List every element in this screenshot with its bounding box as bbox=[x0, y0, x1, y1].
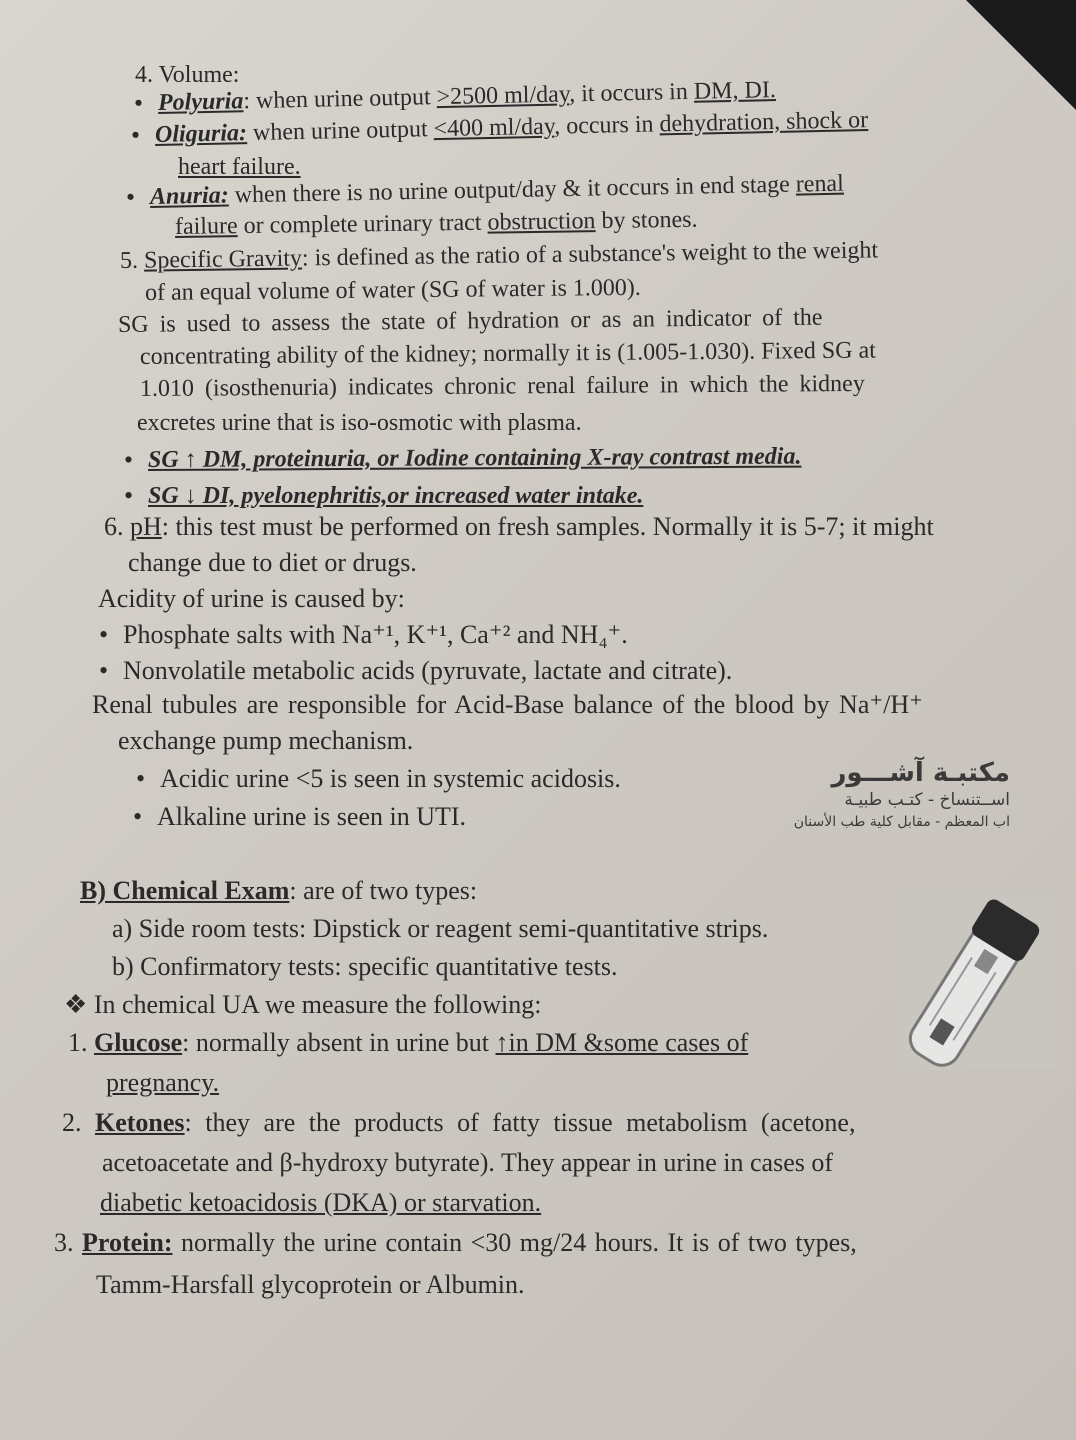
ph-heading bbox=[104, 510, 934, 544]
anuria-term: Anuria: bbox=[149, 182, 229, 210]
anuria-cont bbox=[175, 205, 698, 242]
volume-heading bbox=[135, 60, 239, 90]
chem-b: b) Confirmatory tests: specific quantitative tests. bbox=[112, 952, 618, 981]
chem-intro: : are of two types: bbox=[289, 876, 478, 905]
sg-up-text: SG ↑ DM, proteinuria, or Iodine containing X-ray contrast media. bbox=[147, 443, 802, 473]
glucose-line bbox=[68, 1026, 748, 1060]
polyuria-value: >2500 ml/day bbox=[436, 81, 570, 111]
ketones-l3-text: diabetic ketoacidosis (DKA) or starvation. bbox=[100, 1188, 542, 1217]
protein-term: Protein: bbox=[82, 1228, 173, 1257]
glucose-num: 1. bbox=[68, 1028, 94, 1057]
sg-p1: SG is used to assess the state of hydration or as an indicator of the bbox=[117, 304, 823, 338]
ph-num: 6. bbox=[104, 512, 130, 541]
ketones-l2: acetoacetate and β-hydroxy butyrate). They appear in urine in cases of bbox=[102, 1148, 834, 1177]
ph-l2: change due to diet or drugs. bbox=[128, 548, 417, 577]
protein-num: 3. bbox=[54, 1228, 82, 1257]
polyuria-cause: DM, DI. bbox=[693, 77, 777, 105]
sg-def1: : is defined as the ratio of a substance's weight to the weight bbox=[301, 237, 879, 272]
chem-a: a) Side room tests: Dipstick or reagent semi-quantitative strips. bbox=[112, 914, 769, 943]
chem-measure bbox=[64, 988, 541, 1022]
sg-p2: concentrating ability of the kidney; normally it is (1.005-1.030). Fixed SG at bbox=[139, 337, 876, 370]
stamp-line1: مكتبـة آشـــور bbox=[831, 758, 1010, 788]
polyuria-text2: , it occurs in bbox=[568, 78, 695, 108]
anuria-failure: failure bbox=[174, 213, 238, 240]
ph-term: pH bbox=[130, 512, 162, 541]
sg-heading bbox=[120, 235, 878, 276]
oliguria-cause: dehydration, shock or bbox=[659, 107, 869, 138]
glucose-term: Glucose bbox=[94, 1028, 183, 1057]
anuria-text2: or complete urinary tract bbox=[237, 209, 488, 240]
protein-l2: Tamm-Harsfall glycoprotein or Albumin. bbox=[96, 1270, 525, 1299]
ph-acidic: • Acidic urine <5 is seen in systemic acidosis. bbox=[160, 762, 621, 796]
ph-b1: • Phosphate salts with Na⁺¹, K⁺¹, Ca⁺² and NH₄⁺. bbox=[123, 618, 628, 652]
oliguria-text: when urine output bbox=[246, 116, 434, 147]
ketones-l1: : they are the products of fatty tissue metabolism (acetone, bbox=[184, 1108, 856, 1137]
ph-alkaline: • Alkaline urine is seen in UTI. bbox=[157, 800, 466, 834]
anuria-obstruction: obstruction bbox=[487, 208, 596, 236]
oliguria-text2: , occurs in bbox=[553, 111, 660, 140]
anuria-text: when there is no urine output/day & it occurs in end stage bbox=[228, 171, 797, 209]
stamp-line2: اســتنساخ - كتـب طبيـة bbox=[844, 790, 1010, 810]
sg-num: 5. bbox=[119, 247, 145, 274]
protein-line bbox=[54, 1226, 857, 1260]
anuria-renal: renal bbox=[795, 170, 844, 198]
urine-tube-image bbox=[895, 895, 1055, 1070]
stamp-line3: اب المعظم - مقابل كلية طب الأسنان bbox=[793, 814, 1010, 830]
chem-heading bbox=[80, 874, 477, 908]
sg-up-item bbox=[148, 442, 802, 475]
volume-heading-text: 4. Volume: bbox=[135, 62, 240, 88]
ph-renal2: exchange pump mechanism. bbox=[118, 726, 414, 755]
bookshop-stamp bbox=[760, 758, 1010, 832]
ketones-line bbox=[62, 1106, 855, 1140]
oliguria-term: Oliguria: bbox=[154, 120, 248, 148]
polyuria-term: Polyuria bbox=[157, 88, 244, 116]
chem-measure-text: In chemical UA we measure the following: bbox=[93, 990, 542, 1019]
sg-down-text: SG ↓ DI, pyelonephritis,or increased water intake. bbox=[148, 483, 644, 509]
ph-renal1: Renal tubules are responsible for Acid-Base balance of the blood by Na⁺/H⁺ bbox=[92, 690, 923, 719]
protein-l1: normally the urine contain <30 mg/24 hours. It is of two types, bbox=[172, 1228, 857, 1257]
sg-p4: excretes urine that is iso-osmotic with plasma. bbox=[137, 410, 582, 436]
glucose-pregnancy: pregnancy. bbox=[106, 1068, 220, 1097]
glucose-text: : normally absent in urine but bbox=[182, 1028, 496, 1057]
oliguria-cause2: heart failure. bbox=[178, 154, 301, 180]
ph-b2: • Nonvolatile metabolic acids (pyruvate, lactate and citrate). bbox=[123, 654, 732, 688]
ketones-l3 bbox=[100, 1186, 541, 1220]
glucose-underlined: ↑in DM &some cases of bbox=[495, 1028, 749, 1057]
glucose-cont bbox=[106, 1066, 219, 1100]
anuria-text3: by stones. bbox=[595, 206, 698, 235]
ketones-num: 2. bbox=[62, 1108, 95, 1137]
oliguria-cont bbox=[178, 152, 301, 182]
sg-def2: of an equal volume of water (SG of water is 1.000). bbox=[144, 274, 641, 306]
diamond-bullet-icon: ❖ bbox=[64, 990, 88, 1019]
ph-l1: : this test must be performed on fresh samples. Normally it is 5-7; it might bbox=[161, 512, 934, 541]
polyuria-text: : when urine output bbox=[243, 84, 437, 115]
sg-down-item bbox=[148, 481, 643, 511]
oliguria-value: <400 ml/day bbox=[433, 113, 555, 143]
sg-p3: 1.010 (isosthenuria) indicates chronic renal failure in which the kidney bbox=[139, 370, 865, 402]
ketones-term: Ketones bbox=[95, 1108, 185, 1137]
chem-heading-text: B) Chemical Exam bbox=[80, 876, 290, 905]
sg-term: Specific Gravity bbox=[143, 245, 303, 274]
ph-acidity: Acidity of urine is caused by: bbox=[98, 584, 405, 613]
